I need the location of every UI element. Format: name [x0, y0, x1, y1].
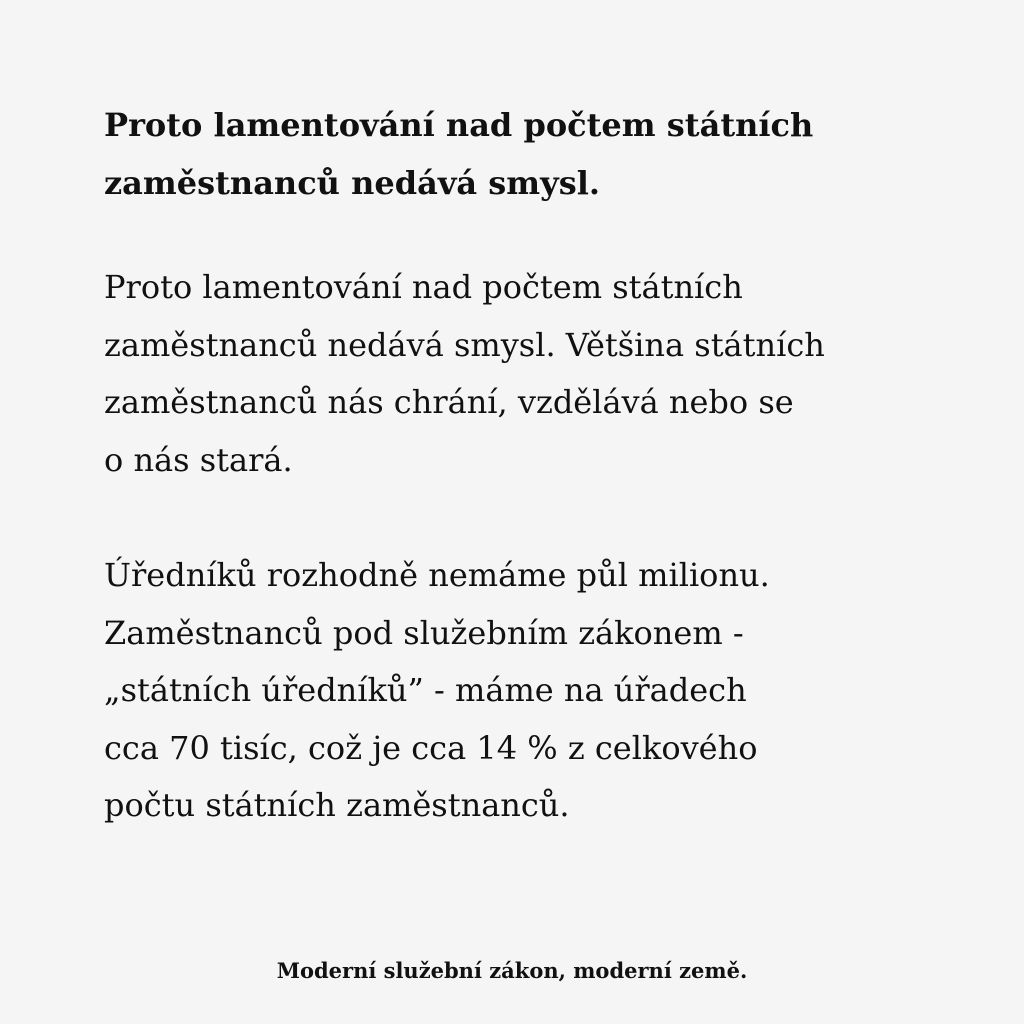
- paragraph-line: cca 70 tisíc, což je cca 14 % z celkového: [104, 728, 758, 767]
- headline-line: Proto lamentování nad počtem státních: [104, 106, 814, 144]
- paragraph-line: „státních úředníků” - máme na úřadech: [104, 671, 747, 709]
- headline-line: zaměstnanců nedává smysl.: [104, 164, 601, 202]
- main-content: [104, 96, 964, 835]
- paragraph-line: Zaměstnanců pod služebním zákonem -: [104, 613, 744, 652]
- paragraph-line: o nás stará.: [104, 440, 293, 479]
- paragraph-officials: [104, 547, 964, 835]
- paragraph-line: zaměstnanců nedává smysl. Většina státních: [104, 325, 825, 364]
- paragraph-line: počtu státních zaměstnanců.: [104, 786, 570, 824]
- paragraph-line: zaměstnanců nás chrání, vzdělává nebo se: [104, 383, 794, 421]
- headline: [104, 96, 964, 212]
- paragraph-line: Úředníků rozhodně nemáme půl milionu.: [104, 556, 770, 594]
- paragraph-line: Proto lamentování nad počtem státních: [104, 268, 743, 306]
- footer-tagline: Moderní služební zákon, moderní země.: [276, 958, 748, 983]
- paragraph-intro: [104, 259, 964, 489]
